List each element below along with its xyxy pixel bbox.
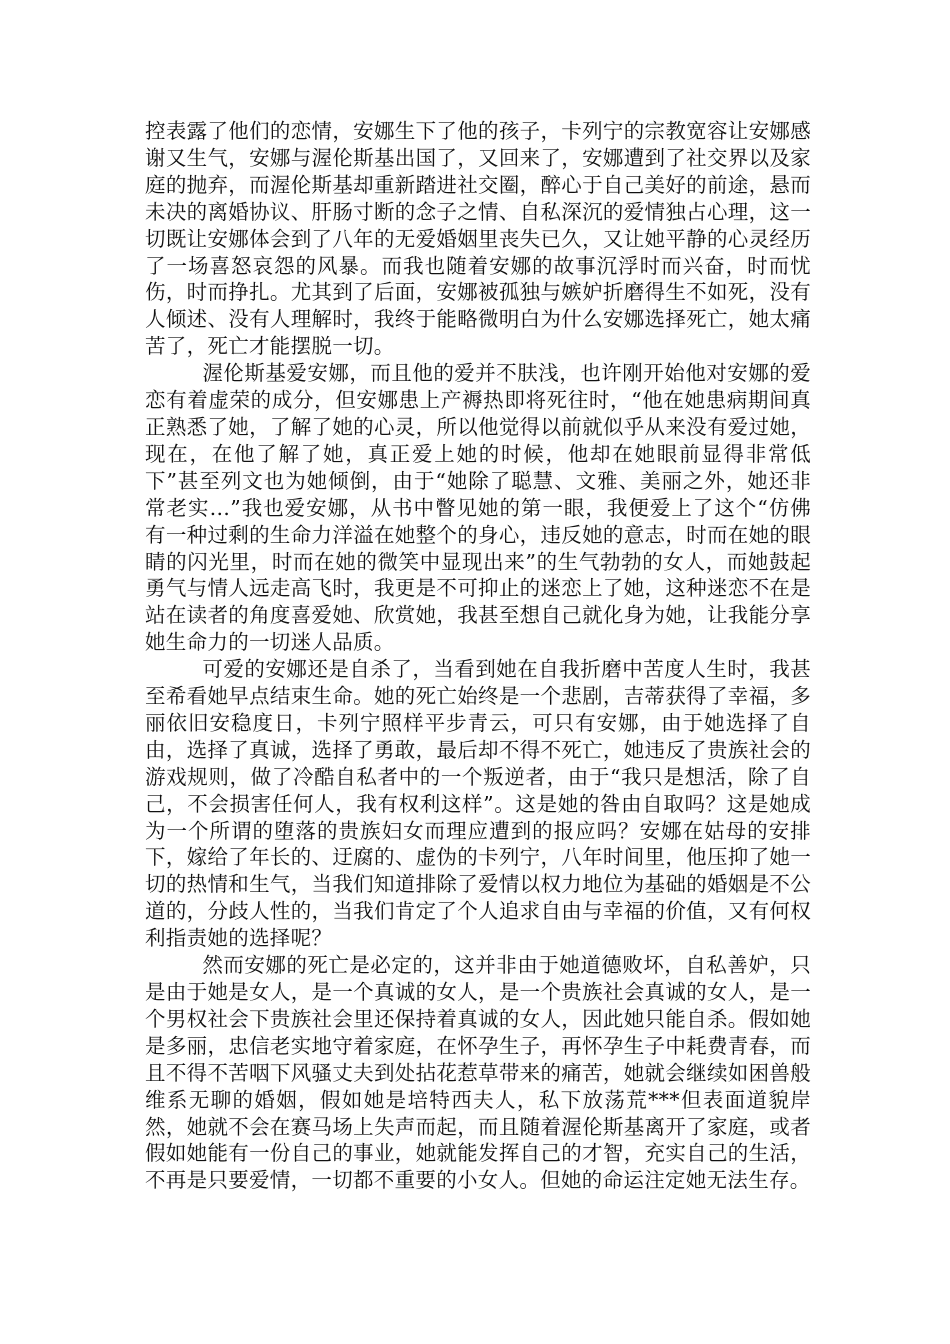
paragraph-1: 控表露了他们的恋情，安娜生下了他的孩子，卡列宁的宗教宽容让安娜感谢又生气，安娜与渥伦斯基出国了，又回来了，安娜遭到了社交界以及家庭的抛弃，而渥伦斯基却重新踏进社交圈，醉心于自己美好的前途，悬而未决的离婚协议、肝肠寸断的念子之情、自私深沉的爱情独占心理，这一切既让安娜体会到了八年的无爱婚姻里丧失已久，又让她平静的心灵经历了一场喜怒哀怨的风暴。而我也随着安娜的故事沉浮时而兴奋，时而忧伤，时而挣扎。尤其到了后面，安娜被孤独与嫉妒折磨得生不如死，没有人倾述、没有人理解时，我终于能略微明白为什么安娜选择死亡，她太痛苦了，死亡才能摆脱一切。 xyxy=(145,119,811,359)
paragraph-2: 渥伦斯基爱安娜，而且他的爱并不肤浅，也许刚开始他对安娜的爱恋有着虚荣的成分，但安娜患上产褥热即将死往时，“他在她患病期间真正熟悉了她，了解了她的心灵，所以他觉得以前就似乎从来没有爱过她，现在，在他了解了她，真正爱上她的时候，他却在她眼前显得非常低下”甚至列文也为她倾倒，由于“她除了聪慧、文雅、美丽之外，她还非常老实…”我也爱安娜，从书中瞥见她的第一眼，我便爱上了这个“仿佛有一种过剩的生命力洋溢在她整个的身心，违反她的意志，时而在她的眼睛的闪光里，时而在她的微笑中显现出来”的生气勃勃的女人，而她鼓起勇气与情人远走高飞时，我更是不可抑止的迷恋上了她，这种迷恋不在是站在读者的角度喜爱她、欣赏她，我甚至想自己就化身为她，让我能分享她生命力的一切迷人品质。 xyxy=(145,361,811,655)
paragraph-3: 可爱的安娜还是自杀了，当看到她在自我折磨中苦度人生时，我甚至希看她早点结束生命。她的死亡始终是一个悲剧，吉蒂获得了幸福，多丽依旧安稳度日，卡列宁照样平步青云，可只有安娜，由于她选择了自由，选择了真诚，选择了勇敢，最后却不得不死亡，她违反了贵族社会的游戏规则，做了冷酷自私者中的一个叛逆者，由于“我只是想活，除了自己，不会损害任何人，我有权利这样”。这是她的咎由自取吗？这是她成为一个所谓的堕落的贵族妇女而理应遭到的报应吗？安娜在姑母的安排下，嫁给了年长的、迂腐的、虚伪的卡列宁，八年时间里，他压抑了她一切的热情和生气，当我们知道排除了爱情以权力地位为基础的婚姻是不公道的，分歧人性的，当我们肯定了个人追求自由与幸福的价值，又有何权利指责她的选择呢？ xyxy=(145,657,811,951)
document-body xyxy=(145,118,811,1194)
paragraph-4: 然而安娜的死亡是必定的，这并非由于她道德败坏，自私善妒，只是由于她是女人，是一个真诚的女人，是一个贵族社会真诚的女人，是一个男权社会下贵族社会里还保持着真诚的女人，因此她只能自杀。假如她是多丽，忠信老实地守着家庭，在怀孕生子，再怀孕生子中耗费青春，而且不得不苦咽下风骚丈夫到处拈花惹草带来的痛苦，她就会继续如困兽般维系无聊的婚姻，假如她是培特西夫人，私下放荡荒***但表面道貌岸然，她就不会在赛马场上失声而起，而且随着渥伦斯基离开了家庭，或者假如她能有一份自己的事业，她就能发挥自己的才智，充实自己的生活，不再是只要爱情，一切都不重要的小女人。但她的命运注定她无法生存。 xyxy=(145,953,811,1193)
